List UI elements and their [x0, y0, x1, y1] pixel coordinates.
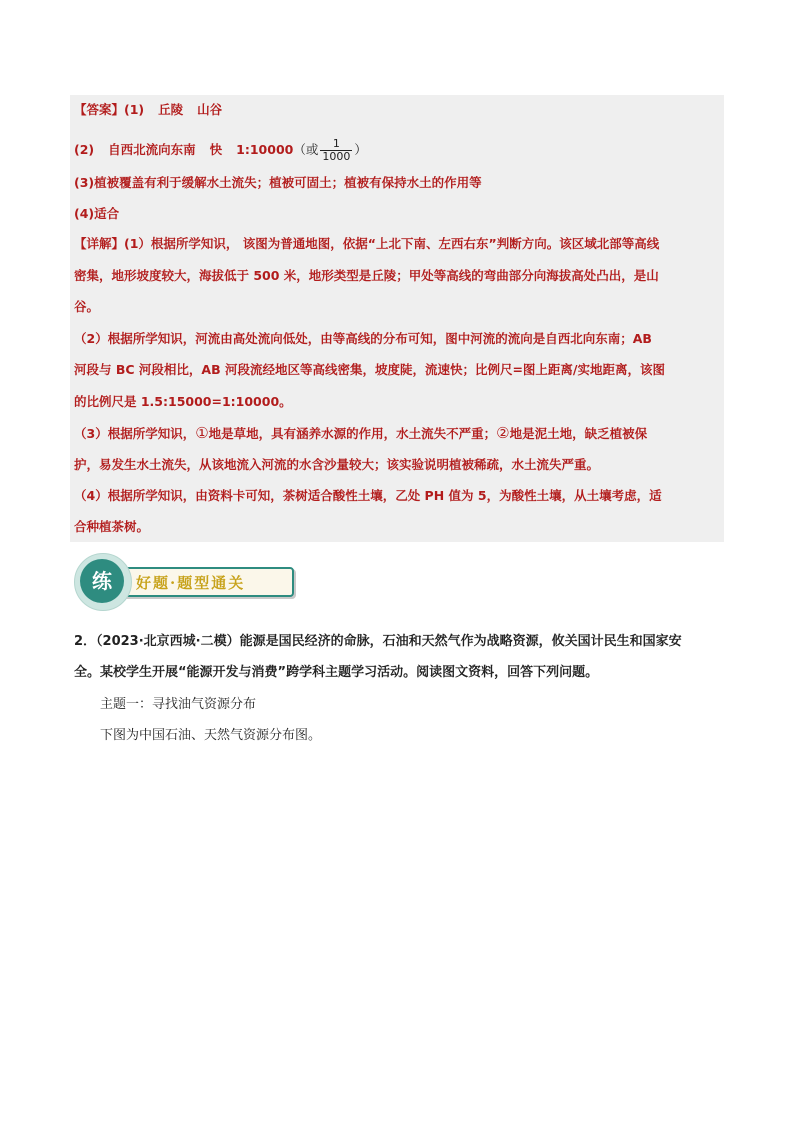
detail-line: 【详解】(1）根据所学知识， 该图为普通地图，依据“上北下南、左西右东”判断方向。该区域北部等高线: [74, 236, 660, 251]
answer-1b: 山谷: [197, 102, 223, 117]
banner-text: 好题·题型通关: [136, 574, 246, 592]
figure-caption: 下图为中国石油、天然气资源分布图。: [100, 728, 322, 743]
answer-num-2: (2): [74, 142, 95, 157]
detail-line: 的比例尺是 1.5:15000=1:10000。: [74, 394, 292, 409]
answer-2a: 自西北流向东南: [108, 142, 196, 157]
answer-1a: 丘陵: [158, 102, 184, 117]
detail-line: 密集，地形坡度较大，海拔低于 500 米，地形类型是丘陵；甲处等高线的弯曲部分向海拔高处凸出，是山: [74, 268, 659, 283]
practice-badge-icon: 练: [80, 559, 124, 603]
banner-ribbon: [122, 567, 294, 597]
fraction-numerator: 1: [320, 138, 352, 151]
detail-line: 河段与 BC 河段相比，AB 河段流经地区等高线密集，坡度陡，流速快；比例尺=图上距离/实地距离，该图: [74, 362, 665, 377]
detail-line: [74, 425, 647, 442]
answer-num-1: (1): [124, 102, 145, 117]
fraction-denominator: 1000: [322, 150, 351, 163]
detail-segment: 地是泥土地，缺乏植被保: [509, 426, 648, 441]
section-banner: [74, 553, 296, 611]
detail-line: （4）根据所学知识，由资料卡可知，茶树适合酸性土壤，乙处 PH 值为 5，为酸性土壤，从土壤考虑，适: [74, 488, 662, 503]
paren-close: ）: [354, 142, 367, 157]
answer-line-3: (3)植被覆盖有利于缓解水土流失；植被可固土；植被有保持水土的作用等: [74, 175, 482, 190]
answer-line-4: (4)适合: [74, 206, 120, 221]
answer-line-2: [74, 138, 367, 163]
paren-open: （或: [293, 142, 319, 157]
detail-line: 合种植茶树。: [74, 519, 150, 534]
detail-line: 护，易发生水土流失，从该地流入河流的水含沙量较大；该实验说明植被稀疏，水土流失严重。: [74, 457, 600, 472]
fraction: [320, 138, 352, 163]
answer-2b: 快: [209, 142, 223, 157]
circled-one: ①: [195, 424, 209, 442]
detail-segment: 地是草地，具有涵养水源的作用，水土流失不严重；: [208, 426, 497, 441]
circled-two: ②: [496, 424, 510, 442]
answer-tag: 【答案】: [74, 102, 125, 117]
detail-segment: （3）根据所学知识，: [74, 426, 196, 441]
detail-line: （2）根据所学知识，河流由高处流向低处，由等高线的分布可知，图中河流的流向是自西北向东南；AB: [74, 331, 652, 346]
theme-heading: 主题一：寻找油气资源分布: [100, 697, 257, 712]
detail-line: 谷。: [74, 299, 100, 314]
question-line-2: 全。某校学生开展“能源开发与消费”跨学科主题学习活动。阅读图文资料，回答下列问题。: [74, 665, 599, 680]
answer-line-1: [74, 102, 222, 118]
question-line-1: 2．（2023·北京西城·二模）能源是国民经济的命脉，石油和天然气作为战略资源，攸关国计民生和国家安: [74, 634, 682, 649]
answer-2c: 1:10000: [236, 142, 294, 157]
